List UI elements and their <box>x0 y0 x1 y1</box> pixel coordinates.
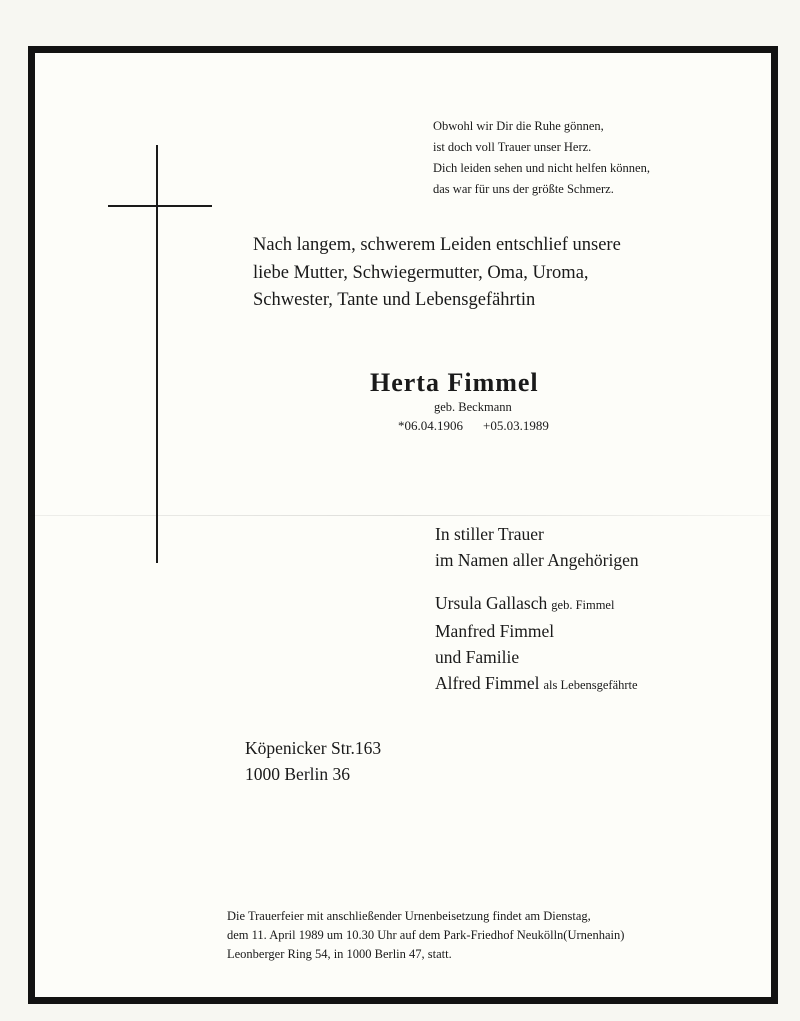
address-city: 1000 Berlin 36 <box>245 764 350 784</box>
poem-line: das war für uns der größte Schmerz. <box>433 182 614 196</box>
mourning-line: im Namen aller Angehörigen <box>435 550 639 570</box>
announcement-line: Nach langem, schwerem Leiden entschlief unsere <box>253 235 621 255</box>
family-member-name: und Familie <box>435 647 520 667</box>
family-member-note: geb. Fimmel <box>551 598 615 612</box>
poem-line: Dich leiden sehen und nicht helfen können, <box>433 161 650 175</box>
mourning-line: In stiller Trauer <box>435 524 544 544</box>
funeral-line: Leonberger Ring 54, in 1000 Berlin 47, statt. <box>227 947 452 961</box>
obituary-card <box>28 46 778 1004</box>
birth-date: *06.04.1906 <box>398 418 463 433</box>
family-member-name: Alfred Fimmel <box>435 673 540 693</box>
death-date: +05.03.1989 <box>483 418 549 433</box>
family-member <box>435 618 638 644</box>
life-dates <box>398 418 549 434</box>
funeral-line: dem 11. April 1989 um 10.30 Uhr auf dem Park-Friedhof Neukölln(Urnenhain) <box>227 928 625 942</box>
cross-icon-bar <box>108 205 212 207</box>
funeral-notice <box>227 907 624 964</box>
family-member <box>435 670 638 698</box>
mourning-text <box>435 521 639 573</box>
announcement-line: liebe Mutter, Schwiegermutter, Oma, Uroma, <box>253 262 589 283</box>
poem-line: ist doch voll Trauer unser Herz. <box>433 140 592 154</box>
family-list <box>435 590 638 698</box>
fold-line <box>30 515 770 516</box>
address-street: Köpenicker Str.163 <box>245 738 382 758</box>
announcement-line: Schwester, Tante und Lebensgefährtin <box>253 290 536 310</box>
family-member-name: Manfred Fimmel <box>435 621 555 641</box>
birth-name: geb. Beckmann <box>434 400 512 414</box>
funeral-line: Die Trauerfeier mit anschließender Urnenbeisetzung findet am Dienstag, <box>227 909 591 923</box>
family-member-note: als Lebensgefährte <box>543 678 638 692</box>
family-member <box>435 590 638 618</box>
address-block <box>245 735 381 787</box>
family-member <box>435 644 638 670</box>
cross-icon <box>156 145 158 563</box>
family-member-name: Ursula Gallasch <box>435 593 548 613</box>
poem-line: Obwohl wir Dir die Ruhe gönnen, <box>433 119 604 133</box>
announcement-text <box>253 232 621 315</box>
deceased-name: Herta Fimmel <box>370 368 539 397</box>
poem <box>433 116 650 200</box>
